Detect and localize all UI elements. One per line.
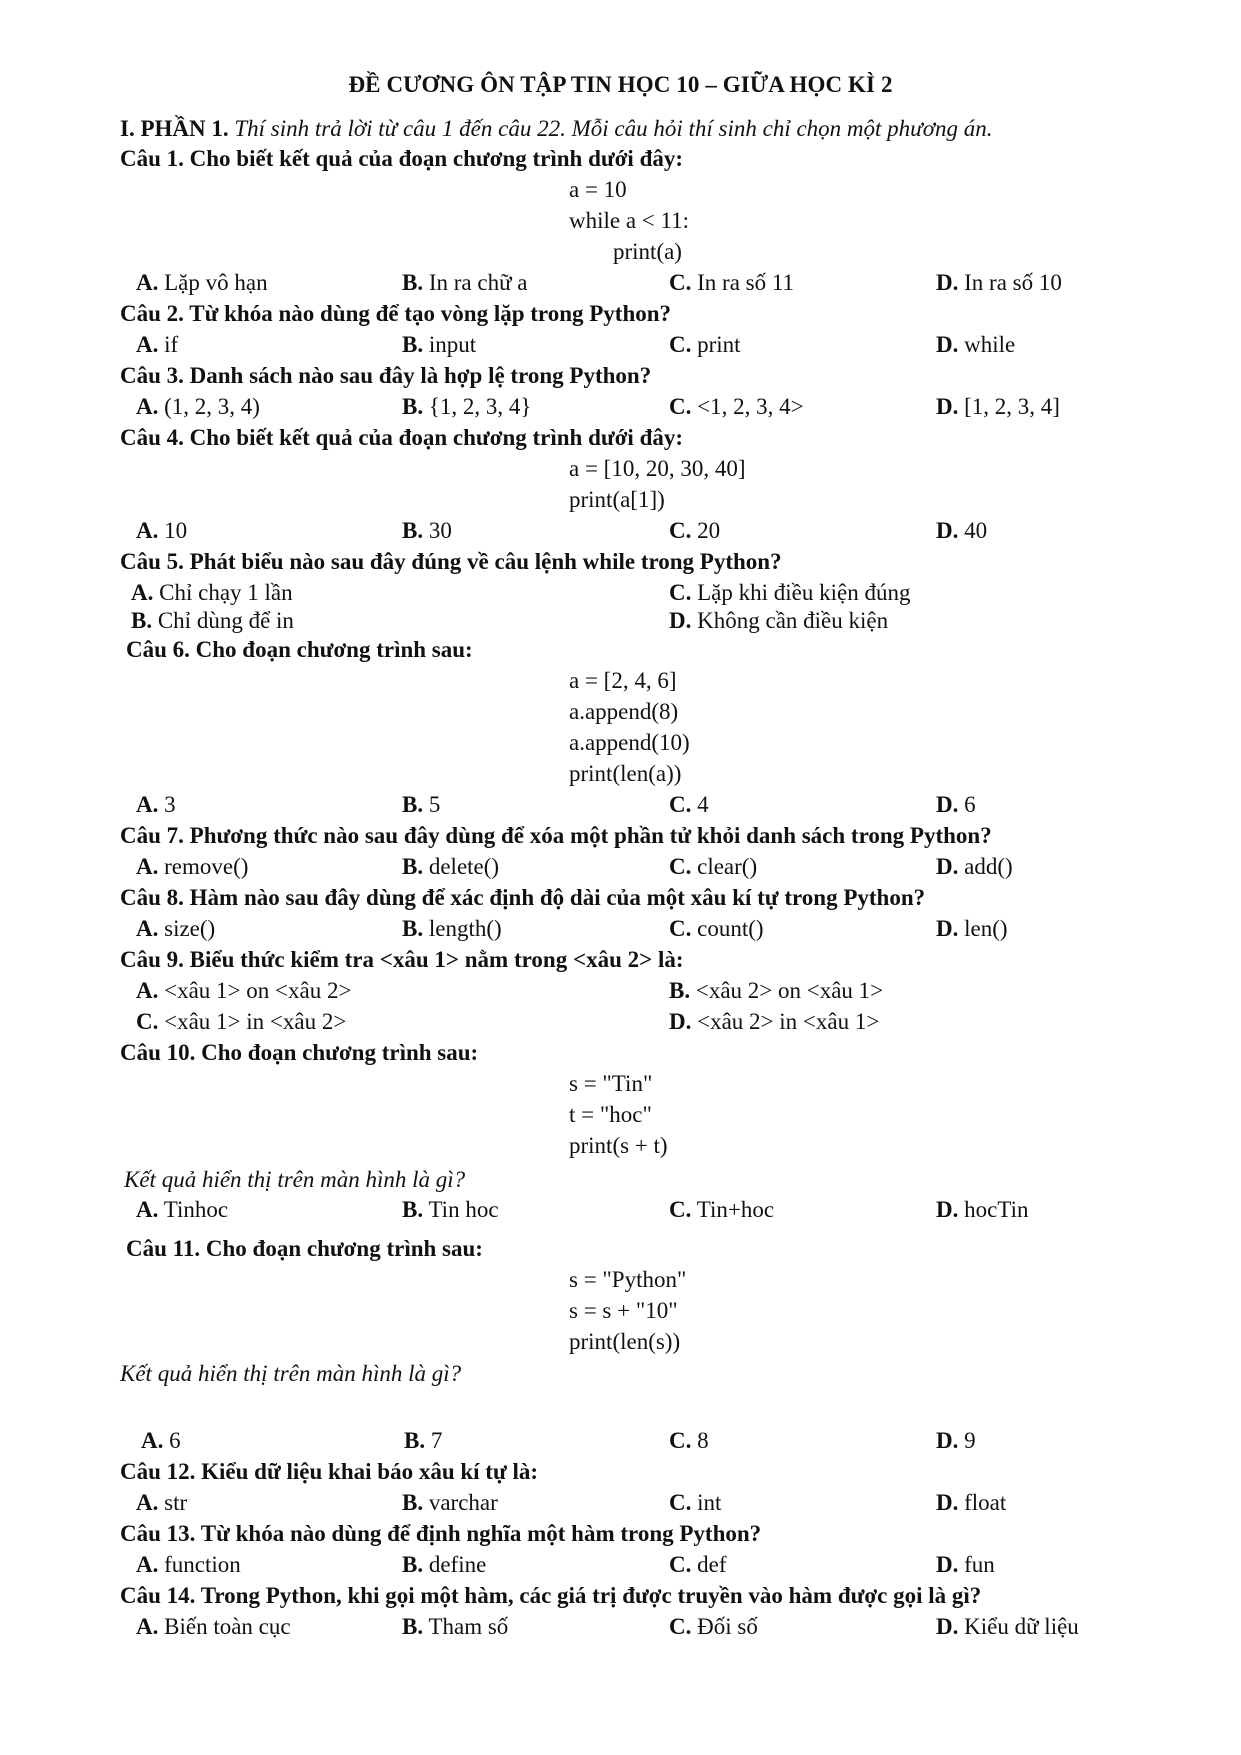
option-d: D. len() (936, 916, 1008, 941)
question-10-prompt: Kết quả hiển thị trên màn hình là gì? (124, 1167, 466, 1192)
option-c: C. Lặp khi điều kiện đúng (669, 580, 911, 605)
option-b: B. length() (402, 916, 502, 941)
option-d: D. hocTin (936, 1197, 1029, 1222)
option-a: A. Tinhoc (136, 1197, 229, 1222)
option-d: D. [1, 2, 3, 4] (936, 394, 1060, 419)
question-2-stem: Câu 2. Từ khóa nào dùng để tạo vòng lặp trong Python? (120, 301, 672, 326)
option-b: B. Tin hoc (402, 1197, 499, 1222)
option-d: D. 9 (936, 1428, 976, 1453)
question-5-stem: Câu 5. Phát biểu nào sau đây đúng về câu lệnh while trong Python? (120, 549, 782, 574)
option-a: A. 10 (136, 518, 188, 543)
option-d: D. 6 (936, 792, 976, 817)
section-label: I. PHẦN 1. (120, 116, 229, 141)
option-b: B. <xâu 2> on <xâu 1> (669, 978, 884, 1003)
code-line: print(len(a)) (569, 761, 682, 786)
option-a: A. 6 (141, 1428, 181, 1453)
option-d: D. Không cần điều kiện (669, 608, 889, 633)
option-c: C. <1, 2, 3, 4> (669, 394, 804, 419)
option-c: C. 20 (669, 518, 721, 543)
option-a: A. remove() (136, 854, 249, 879)
option-d: D. In ra số 10 (936, 270, 1062, 295)
option-c: C. def (669, 1552, 727, 1577)
question-14-stem: Câu 14. Trong Python, khi gọi một hàm, các giá trị được truyền vào hàm được gọi là gì? (120, 1583, 982, 1608)
question-12-stem: Câu 12. Kiểu dữ liệu khai báo xâu kí tự là: (120, 1459, 539, 1484)
question-3-stem: Câu 3. Danh sách nào sau đây là hợp lệ trong Python? (120, 363, 652, 388)
option-d: D. add() (936, 854, 1013, 879)
option-c: C. print (669, 332, 741, 357)
document-title: ĐỀ CƯƠNG ÔN TẬP TIN HỌC 10 – GIỮA HỌC KÌ 2 (348, 72, 893, 97)
option-a: A. if (136, 332, 179, 357)
option-b: B. varchar (402, 1490, 498, 1515)
option-b: B. 30 (402, 518, 452, 543)
section-header (120, 116, 993, 142)
option-c: C. 4 (669, 792, 709, 817)
code-line: print(a[1]) (569, 487, 665, 512)
option-a: A. Chỉ chạy 1 lần (131, 580, 293, 605)
option-c: C. int (669, 1490, 722, 1515)
option-b: B. input (402, 332, 477, 357)
code-line: a = [2, 4, 6] (569, 668, 677, 693)
section-instruction: Thí sinh trả lời từ câu 1 đến câu 22. Mỗi câu hỏi thí sinh chỉ chọn một phương án. (234, 116, 993, 141)
question-11-prompt: Kết quả hiển thị trên màn hình là gì? (120, 1361, 462, 1386)
option-d: D. while (936, 332, 1016, 357)
option-d: D. <xâu 2> in <xâu 1> (669, 1009, 880, 1034)
option-b: B. delete() (402, 854, 500, 879)
code-line: s = s + "10" (569, 1298, 678, 1323)
option-a: A. (1, 2, 3, 4) (136, 394, 260, 419)
option-d: D. float (936, 1490, 1007, 1515)
option-b: B. define (402, 1552, 487, 1577)
question-6-stem: Câu 6. Cho đoạn chương trình sau: (126, 637, 473, 662)
code-line: s = "Tin" (569, 1071, 653, 1096)
question-4-stem: Câu 4. Cho biết kết quả của đoạn chương trình dưới đây: (120, 425, 684, 450)
code-line: a.append(10) (569, 730, 690, 755)
question-10-stem: Câu 10. Cho đoạn chương trình sau: (120, 1040, 479, 1065)
question-7-stem: Câu 7. Phương thức nào sau đây dùng để xóa một phần tử khỏi danh sách trong Python? (120, 823, 992, 848)
option-d: D. Kiểu dữ liệu (936, 1614, 1079, 1639)
question-11-stem: Câu 11. Cho đoạn chương trình sau: (126, 1236, 483, 1261)
question-9-stem: Câu 9. Biểu thức kiểm tra <xâu 1> nằm trong <xâu 2> là: (120, 947, 684, 972)
option-a: A. function (136, 1552, 241, 1577)
option-b: B. 5 (402, 792, 441, 817)
option-a: A. size() (136, 916, 216, 941)
option-a: A. str (136, 1490, 188, 1515)
option-a: A. 3 (136, 792, 176, 817)
code-line: s = "Python" (569, 1267, 687, 1292)
code-line: a = [10, 20, 30, 40] (569, 456, 746, 481)
option-b: B. {1, 2, 3, 4} (402, 394, 532, 419)
option-c: C. clear() (669, 854, 758, 879)
option-c: C. count() (669, 916, 764, 941)
option-b: B. Chỉ dùng để in (131, 608, 294, 633)
option-a: A. <xâu 1> on <xâu 2> (136, 978, 352, 1003)
option-c: C. <xâu 1> in <xâu 2> (136, 1009, 347, 1034)
code-line: a.append(8) (569, 699, 679, 724)
option-c: C. Tin+hoc (669, 1197, 775, 1222)
code-line: while a < 11: (569, 208, 690, 233)
question-1-stem: Câu 1. Cho biết kết quả của đoạn chương trình dưới đây: (120, 146, 684, 171)
question-13-stem: Câu 13. Từ khóa nào dùng để định nghĩa một hàm trong Python? (120, 1521, 762, 1546)
code-line: t = "hoc" (569, 1102, 652, 1127)
option-a: A. Biến toàn cục (136, 1614, 291, 1639)
option-d: D. 40 (936, 518, 988, 543)
option-b: B. In ra chữ a (402, 270, 528, 295)
code-line: print(s + t) (569, 1133, 668, 1158)
option-c: C. Đối số (669, 1614, 758, 1639)
question-8-stem: Câu 8. Hàm nào sau đây dùng để xác định độ dài của một xâu kí tự trong Python? (120, 885, 926, 910)
option-b: B. Tham số (402, 1614, 509, 1639)
code-line: a = 10 (569, 177, 627, 202)
option-c: C. 8 (669, 1428, 709, 1453)
code-line: print(len(s)) (569, 1329, 681, 1354)
option-a: A. Lặp vô hạn (136, 270, 268, 295)
code-line: print(a) (613, 239, 682, 264)
option-b: B. 7 (404, 1428, 443, 1453)
option-d: D. fun (936, 1552, 995, 1577)
option-c: C. In ra số 11 (669, 270, 794, 295)
